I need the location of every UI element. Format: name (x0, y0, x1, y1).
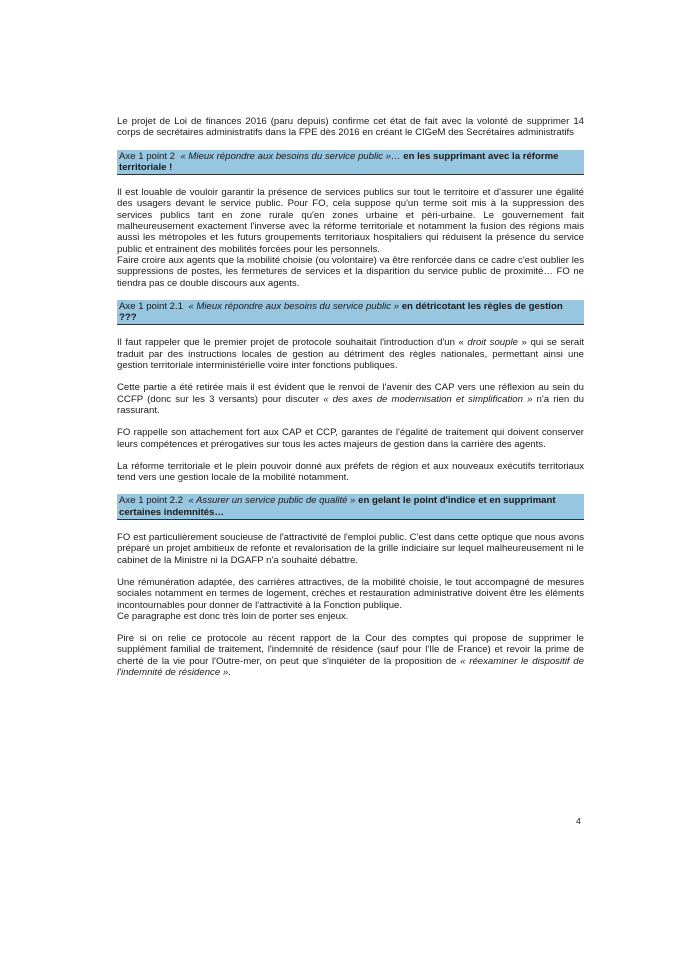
page-body (117, 116, 584, 689)
heading-prefix: Axe 1 point 2.2 (119, 495, 184, 507)
paragraph: Il est louable de vouloir garantir la présence de services publics sur tout le territoire et d'assurer une égalité des usagers devant le service public. Pour FO, cela suppose qu'un terme soit mis à la suppression des services publics tant en zone rurale qu'en zones urbaine et péri-urbaine. Le gouvernement fait malheureusement exactement l'inverse avec la réforme territoriale et notamment la fusion des régions mais aussi les métropoles et les futurs groupements territoriaux hospitaliers qui réduisent la présence du service public et entrainent des mobilités forcées pour les personnels. (117, 187, 584, 255)
paragraph: Une rémunération adaptée, des carrières attractives, de la mobilité choisie, le tout accompagné de mesures sociales notamment en termes de logement, crèches et restauration administrative doivent être les éléments incontournables pour donner de l'attractivité à la Fonction publique. (117, 576, 584, 611)
heading-prefix: Axe 1 point 2.1 (119, 300, 184, 312)
text-run: Il faut rappeler que le premier projet de protocole souhaitait l'introduction d'un « (117, 337, 464, 349)
italic-run: « des axes de modernisation et simplification » (319, 393, 533, 405)
text-run: n'a rien du rassurant. (117, 393, 585, 416)
heading-bold: en gelant le point d'indice et en supprimant certaines indemnités… (119, 495, 556, 518)
intro-paragraph: Le projet de Loi de finances 2016 (paru depuis) confirme cet état de fait avec la volonté de supprimer 14 corps de secrétaires administratifs dans la FPE dès 2016 en créant le CIGeM des Secrétaires administratifs (117, 116, 584, 139)
paragraph: FO est particulièrement soucieuse de l'attractivité de l'emploi public. C'est dans cette optique que nous avons préparé un projet ambitieux de refonte et revalorisation de la grille indiciaire sur lequel malheureusement ni le cabinet de la Ministre ni la DGAFP n'a souhaité débattre. (117, 532, 584, 566)
italic-run: « réexaminer le dispositif de l'indemnité de résidence » (117, 655, 584, 678)
heading-quote: « Mieux répondre aux besoins du service public » (188, 300, 400, 312)
heading-bold: en les supprimant avec la réforme territoriale ! (119, 150, 559, 173)
text-run: . (228, 666, 231, 678)
heading-quote: « Assurer un service public de qualité » (188, 495, 356, 507)
paragraph (117, 633, 584, 678)
page-number: 4 (576, 816, 581, 826)
heading-prefix: Axe 1 point 2 (119, 150, 176, 162)
text-run: » qui se serait traduit par des instructions locales de gestion au détriment des règles nationales, permettant ainsi une gestion territoriale interministérielle voire inter fonctions publiques. (117, 337, 584, 372)
paragraph (117, 337, 584, 371)
italic-run: droit souple (463, 337, 522, 349)
paragraph (117, 382, 584, 416)
heading-quote: « Mieux répondre aux besoins du service public »… (180, 150, 401, 162)
paragraph: Faire croire aux agents que la mobilité choisie (ou volontaire) va être renforcée dans ce cadre c'est oublier les suppressions de postes, les fermetures de services et la disparition du service public de proximité… FO ne tiendra pas ce double discours aux agents. (117, 254, 584, 289)
section-heading-axe1-point2-2 (117, 494, 584, 520)
paragraph: Ce paragraphe est donc très loin de porter ses enjeux. (117, 610, 349, 622)
text-run: Pire si on relie ce protocole au récent rapport de la Cour des comptes qui propose de supprimer le supplément familial de traitement, l'indemnité de résidence (sauf pour l'Ile de France) et revoir la prime de cherté de la vie pour l'Outre-mer, on peut que s'inquiéter de la proposition de (117, 633, 584, 667)
text-run: Cette partie a été retirée mais il est évident que le renvoi de l'avenir des CAP vers une réflexion au sein du CCFP (donc sur les 3 versants) pour discuter (117, 382, 584, 405)
heading-bold: en détricotant les règles de gestion ??? (119, 300, 563, 324)
paragraph: FO rappelle son attachement fort aux CAP et CCP, garantes de l'égalité de traitement qui doivent conserver leurs compétences et prérogatives sur tous les actes majeurs de gestion dans la carrière des agents. (117, 427, 584, 450)
section-heading-axe1-point2-1 (117, 300, 584, 326)
paragraph: La réforme territoriale et le plein pouvoir donné aux préfets de région et aux nouveaux exécutifs territoriaux tend vers une gestion locale de la mobilité notamment. (117, 460, 584, 484)
section-heading-axe1-point2 (117, 150, 584, 176)
